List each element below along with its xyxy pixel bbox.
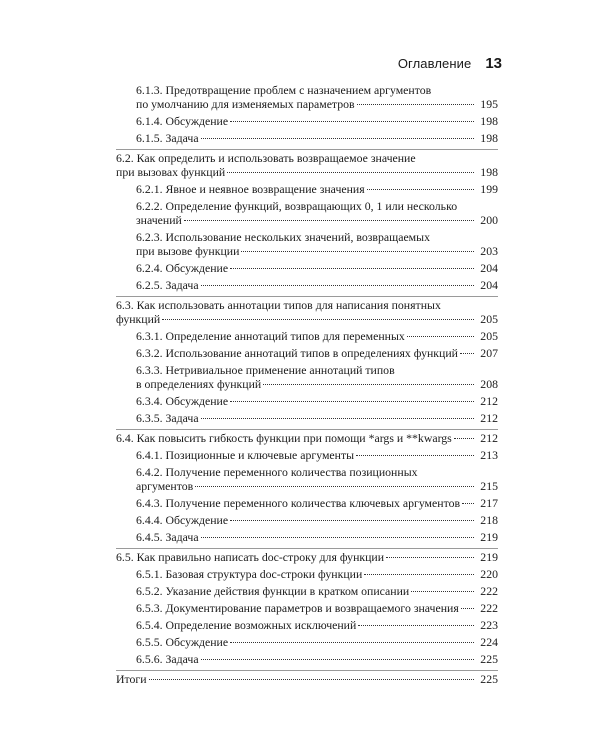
dot-leader (201, 537, 474, 538)
toc-entry-title-line: 6.2.3. Использование нескольких значений, возвращаемых (136, 230, 430, 244)
toc-entry-title-line: 6.5.5. Обсуждение (136, 635, 229, 649)
toc-section-entry[interactable] (116, 672, 498, 686)
toc-entry-page: 212 (480, 431, 498, 445)
toc-entry-page: 218 (480, 513, 498, 527)
dot-leader (411, 591, 474, 592)
toc-subsection-entry[interactable] (116, 601, 498, 615)
toc-entry-page: 198 (480, 114, 498, 128)
toc-subsection-entry[interactable] (116, 496, 498, 510)
dot-leader (230, 642, 474, 643)
toc-entry-page: 207 (480, 346, 498, 360)
section-divider (116, 548, 498, 549)
toc-entry-page: 204 (480, 278, 498, 292)
toc-entry-title-line: 6.2.4. Обсуждение (136, 261, 229, 275)
dot-leader (407, 336, 474, 337)
toc-subsection-entry[interactable] (116, 530, 498, 544)
toc-section-entry[interactable] (116, 550, 498, 564)
toc-subsection-entry[interactable] (116, 363, 498, 391)
toc-entry-title-line: 6.4.3. Получение переменного количества ключевых аргументов (136, 496, 461, 510)
dot-leader (386, 557, 474, 558)
toc-section-entry[interactable] (116, 151, 498, 179)
table-of-contents (116, 80, 498, 686)
toc-entry-title-line: в определениях функций (136, 377, 262, 391)
toc-entry-title-line: 6.5.1. Базовая структура doc-строки функции (136, 567, 363, 581)
toc-subsection-entry[interactable] (116, 465, 498, 493)
toc-entry-title-line: 6.3.3. Нетривиальное применение аннотаций типов (136, 363, 395, 377)
dot-leader (201, 285, 474, 286)
toc-entry-title-line: 6.1.4. Обсуждение (136, 114, 229, 128)
toc-entry-title-line: 6.1.3. Предотвращение проблем с назначением аргументов (136, 83, 432, 97)
toc-entry-title-line: Итоги (116, 672, 147, 686)
toc-entry-title-line: 6.4. Как повысить гибкость функции при помощи *args и **kwargs (116, 431, 452, 445)
toc-subsection-entry[interactable] (116, 394, 498, 408)
toc-subsection-entry[interactable] (116, 513, 498, 527)
running-head-title: Оглавление (397, 56, 472, 71)
toc-entry-title-line: функций (116, 312, 161, 326)
dot-leader (367, 189, 474, 190)
toc-subsection-entry[interactable] (116, 635, 498, 649)
toc-subsection-entry[interactable] (116, 83, 498, 111)
toc-subsection-entry[interactable] (116, 261, 498, 275)
toc-subsection-entry[interactable] (116, 411, 498, 425)
dot-leader (201, 418, 474, 419)
toc-entry-title-line: при вызове функции (136, 244, 240, 258)
toc-entry-title-line: 6.3. Как использовать аннотации типов для написания понятных (116, 298, 441, 312)
toc-entry-page: 215 (480, 479, 498, 493)
section-divider (116, 296, 498, 297)
toc-entry-page: 205 (480, 312, 498, 326)
toc-entry-page: 199 (480, 182, 498, 196)
dot-leader (462, 503, 474, 504)
dot-leader (149, 679, 474, 680)
toc-entry-title-line: 6.5.3. Документирование параметров и возвращаемого значения (136, 601, 459, 615)
dot-leader (230, 401, 474, 402)
dot-leader (460, 353, 474, 354)
toc-entry-title-line: 6.2.1. Явное и неявное возвращение значения (136, 182, 365, 196)
toc-subsection-entry[interactable] (116, 346, 498, 360)
toc-entry-title-line: 6.3.1. Определение аннотаций типов для переменных (136, 329, 405, 343)
toc-entry-page: 212 (480, 411, 498, 425)
toc-entry-page: 224 (480, 635, 498, 649)
toc-entry-title-line: 6.1.5. Задача (136, 131, 199, 145)
dot-leader (230, 121, 474, 122)
toc-entry-page: 208 (480, 377, 498, 391)
toc-entry-page: 205 (480, 329, 498, 343)
toc-subsection-entry[interactable] (116, 131, 498, 145)
dot-leader (357, 104, 474, 105)
toc-entry-page: 223 (480, 618, 498, 632)
toc-entry-page: 225 (480, 672, 498, 686)
dot-leader (227, 172, 474, 173)
toc-entry-title-line: 6.2.5. Задача (136, 278, 199, 292)
toc-entry-title-line: 6.4.5. Задача (136, 530, 199, 544)
toc-entry-page: 219 (480, 530, 498, 544)
toc-entry-page: 220 (480, 567, 498, 581)
toc-entry-title-line: 6.5.4. Определение возможных исключений (136, 618, 357, 632)
toc-section-entry[interactable] (116, 431, 498, 445)
toc-subsection-entry[interactable] (116, 230, 498, 258)
toc-subsection-entry[interactable] (116, 329, 498, 343)
toc-entry-title-line: 6.2.2. Определение функций, возвращающих 0, 1 или несколько (136, 199, 458, 213)
toc-entry-title-line: по умолчанию для изменяемых параметров (136, 97, 355, 111)
toc-entry-title-line: 6.4.2. Получение переменного количества позиционных (136, 465, 418, 479)
dot-leader (201, 138, 474, 139)
toc-entry-page: 200 (480, 213, 498, 227)
toc-section-entry[interactable] (116, 298, 498, 326)
dot-leader (201, 659, 474, 660)
toc-entry-page: 198 (480, 165, 498, 179)
toc-entry-title-line: 6.5.6. Задача (136, 652, 199, 666)
toc-subsection-entry[interactable] (116, 182, 498, 196)
toc-entry-title-line: значений (136, 213, 182, 227)
dot-leader (184, 220, 474, 221)
running-head (398, 55, 502, 72)
dot-leader (454, 438, 474, 439)
toc-subsection-entry[interactable] (116, 199, 498, 227)
toc-entry-page: 222 (480, 584, 498, 598)
toc-subsection-entry[interactable] (116, 618, 498, 632)
dot-leader (358, 625, 474, 626)
toc-entry-page: 195 (480, 97, 498, 111)
toc-entry-title-line: 6.3.5. Задача (136, 411, 199, 425)
dot-leader (461, 608, 474, 609)
toc-entry-page: 203 (480, 244, 498, 258)
toc-subsection-entry[interactable] (116, 652, 498, 666)
toc-entry-title-line: при вызовах функций (116, 165, 226, 179)
page-number: 13 (485, 55, 502, 72)
toc-entry-page: 217 (480, 496, 498, 510)
toc-entry-title-line: 6.4.4. Обсуждение (136, 513, 229, 527)
section-divider (116, 149, 498, 150)
toc-entry-title-line: 6.5.2. Указание действия функции в кратком описании (136, 584, 410, 598)
toc-entry-title-line: 6.3.2. Использование аннотаций типов в определениях функций (136, 346, 458, 360)
dot-leader (364, 574, 474, 575)
toc-subsection-entry[interactable] (116, 278, 498, 292)
toc-entry-page: 212 (480, 394, 498, 408)
dot-leader (195, 486, 474, 487)
toc-entry-page: 213 (480, 448, 498, 462)
section-divider (116, 670, 498, 671)
dot-leader (356, 455, 474, 456)
dot-leader (230, 520, 474, 521)
dot-leader (241, 251, 474, 252)
toc-entry-title-line: 6.3.4. Обсуждение (136, 394, 229, 408)
toc-subsection-entry[interactable] (116, 114, 498, 128)
toc-entry-page: 198 (480, 131, 498, 145)
toc-entry-page: 222 (480, 601, 498, 615)
dot-leader (230, 268, 474, 269)
toc-entry-page: 225 (480, 652, 498, 666)
toc-entry-title-line: 6.2. Как определить и использовать возвращаемое значение (116, 151, 416, 165)
dot-leader (162, 319, 474, 320)
toc-entry-title-line: аргументов (136, 479, 194, 493)
toc-entry-page: 204 (480, 261, 498, 275)
toc-subsection-entry[interactable] (116, 448, 498, 462)
toc-entry-title-line: 6.4.1. Позиционные и ключевые аргументы (136, 448, 355, 462)
section-divider (116, 429, 498, 430)
toc-entry-page: 219 (480, 550, 498, 564)
toc-subsection-entry[interactable] (116, 584, 498, 598)
toc-subsection-entry[interactable] (116, 567, 498, 581)
toc-entry-title-line: 6.5. Как правильно написать doc-строку для функции (116, 550, 385, 564)
dot-leader (263, 384, 474, 385)
